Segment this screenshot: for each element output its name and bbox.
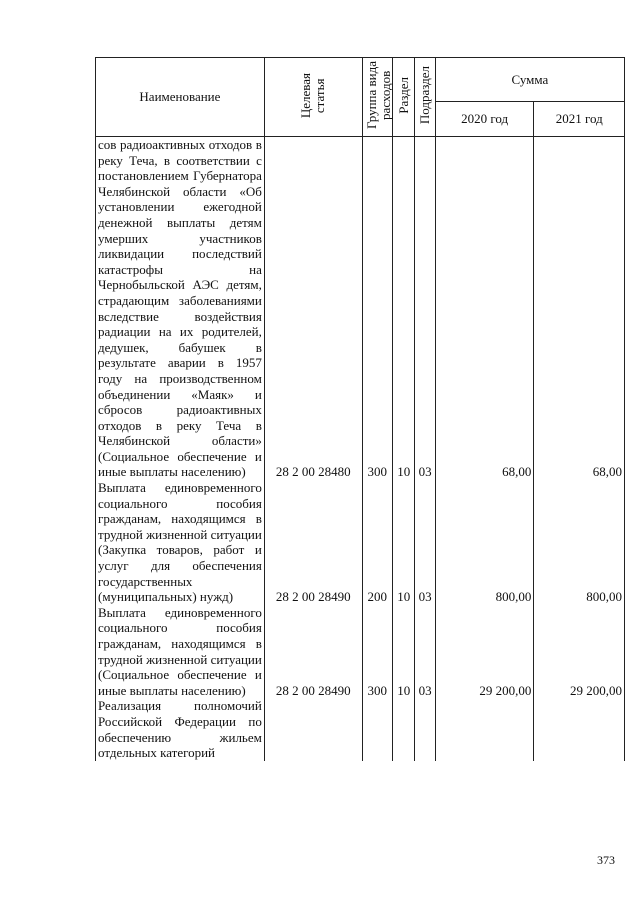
- header-section-label: Раздел: [395, 76, 411, 114]
- header-subsection: [415, 58, 435, 137]
- row-target: 28 2 00 28480: [264, 137, 362, 481]
- table-row: [96, 698, 625, 760]
- row-sum-2021: 29 200,00: [534, 605, 625, 699]
- row-subsection: 03: [415, 480, 435, 605]
- page-number: 373: [597, 853, 615, 867]
- header-year-2021: 2021 год: [534, 102, 625, 137]
- row-subsection: [415, 698, 435, 760]
- row-subsection: 03: [415, 605, 435, 699]
- row-group: 200: [362, 480, 393, 605]
- row-section: 10: [393, 137, 415, 481]
- row-target: [264, 698, 362, 760]
- table-row: [96, 605, 625, 699]
- header-group: [362, 58, 393, 137]
- row-target: 28 2 00 28490: [264, 480, 362, 605]
- row-group: 300: [362, 137, 393, 481]
- table-row: [96, 480, 625, 605]
- row-sum-2021: 800,00: [534, 480, 625, 605]
- row-subsection: 03: [415, 137, 435, 481]
- header-subsection-label: Подраздел: [417, 66, 433, 125]
- row-name: Реализация полномочий Российской Федерации по обеспечению жильем отдельных категорий: [96, 698, 265, 760]
- row-group: [362, 698, 393, 760]
- row-sum-2020: [435, 698, 534, 760]
- row-sum-2020: 68,00: [435, 137, 534, 481]
- table-header: [96, 58, 625, 137]
- row-sum-2021: 68,00: [534, 137, 625, 481]
- header-target-label: Целевая статья: [298, 72, 328, 118]
- row-group: 300: [362, 605, 393, 699]
- row-sum-2020: 800,00: [435, 480, 534, 605]
- header-section: [393, 58, 415, 137]
- header-target: [264, 58, 362, 137]
- row-name: сов радиоактивных отходов в реку Теча, в соответствии с постановлением Губернатора Челябинской области «Об установлении ежегодной денежной выплаты детям умерших участников ликвидации последствий катастрофы на Чернобыльской АЭС детям, страдающим заболеваниями вследствие воздействия радиации на их родителей, дедушек, бабушек в результате аварии в 1957 году на производственном объединении «Маяк» и сбросов радиоактивных отходов в реку Теча в Челябинской области» (Социальное обеспечение и иные выплаты населению): [96, 137, 265, 481]
- budget-table: [95, 57, 625, 761]
- row-section: 10: [393, 480, 415, 605]
- row-sum-2020: 29 200,00: [435, 605, 534, 699]
- row-section: [393, 698, 415, 760]
- header-name: Наименование: [96, 58, 265, 137]
- header-year-2020: 2020 год: [435, 102, 534, 137]
- table-body: [96, 137, 625, 761]
- row-target: 28 2 00 28490: [264, 605, 362, 699]
- table-row: [96, 137, 625, 481]
- header-group-label: Группа вида расходов: [363, 61, 393, 130]
- header-sum: Сумма: [435, 58, 624, 102]
- row-name: Выплата единовременного социального пособия гражданам, находящимся в трудной жизненной ситуации (Закупка товаров, работ и услуг для обеспечения государственных (муниципальных) нужд): [96, 480, 265, 605]
- row-sum-2021: [534, 698, 625, 760]
- row-name: Выплата единовременного социального пособия гражданам, находящимся в трудной жизненной ситуации (Социальное обеспечение и иные выплаты населению): [96, 605, 265, 699]
- row-section: 10: [393, 605, 415, 699]
